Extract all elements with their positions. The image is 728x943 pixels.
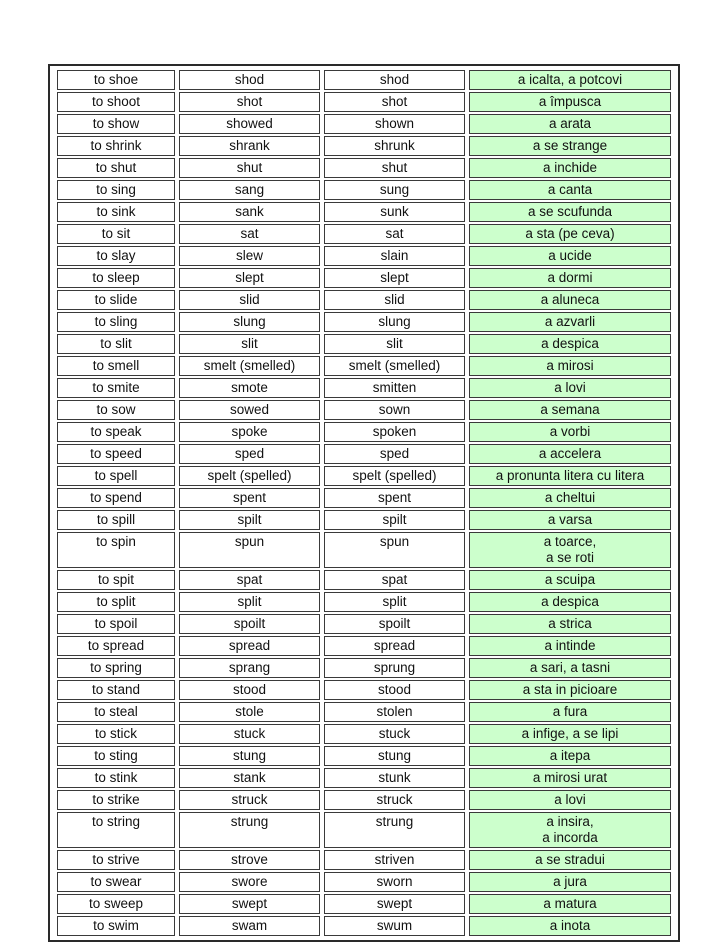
past-simple-cell: struck	[179, 790, 320, 810]
table-row	[57, 916, 671, 936]
infinitive-cell: to sow	[57, 400, 175, 420]
past-simple-cell: shod	[179, 70, 320, 90]
past-simple-cell: stank	[179, 768, 320, 788]
verb-table-body	[57, 70, 671, 936]
past-simple-cell: split	[179, 592, 320, 612]
past-simple-cell: swept	[179, 894, 320, 914]
table-row	[57, 356, 671, 376]
infinitive-cell: to slit	[57, 334, 175, 354]
translation-cell: a strica	[469, 614, 671, 634]
table-row	[57, 334, 671, 354]
past-simple-cell: strung	[179, 812, 320, 848]
past-participle-cell: spilt	[324, 510, 465, 530]
translation-cell: a sari, a tasni	[469, 658, 671, 678]
table-row	[57, 532, 671, 568]
past-simple-cell: sprang	[179, 658, 320, 678]
table-row	[57, 114, 671, 134]
past-participle-cell: shown	[324, 114, 465, 134]
past-participle-cell: spread	[324, 636, 465, 656]
table-row	[57, 136, 671, 156]
past-participle-cell: sprung	[324, 658, 465, 678]
past-simple-cell: showed	[179, 114, 320, 134]
table-row	[57, 378, 671, 398]
translation-cell: a împusca	[469, 92, 671, 112]
past-participle-cell: stung	[324, 746, 465, 766]
past-participle-cell: smelt (smelled)	[324, 356, 465, 376]
table-row	[57, 466, 671, 486]
table-row	[57, 70, 671, 90]
table-row	[57, 444, 671, 464]
table-row	[57, 268, 671, 288]
infinitive-cell: to steal	[57, 702, 175, 722]
past-participle-cell: slain	[324, 246, 465, 266]
table-row	[57, 894, 671, 914]
translation-cell: a pronunta litera cu litera	[469, 466, 671, 486]
past-simple-cell: sowed	[179, 400, 320, 420]
verb-table-page	[48, 64, 680, 942]
translation-cell: a intinde	[469, 636, 671, 656]
past-participle-cell: sat	[324, 224, 465, 244]
infinitive-cell: to swim	[57, 916, 175, 936]
infinitive-cell: to sink	[57, 202, 175, 222]
past-simple-cell: spun	[179, 532, 320, 568]
past-participle-cell: spat	[324, 570, 465, 590]
past-participle-cell: sped	[324, 444, 465, 464]
irregular-verbs-table	[53, 68, 675, 938]
translation-cell: a despica	[469, 592, 671, 612]
infinitive-cell: to sting	[57, 746, 175, 766]
translation-cell: a icalta, a potcovi	[469, 70, 671, 90]
table-row	[57, 768, 671, 788]
past-simple-cell: sped	[179, 444, 320, 464]
past-participle-cell: smitten	[324, 378, 465, 398]
past-participle-cell: slung	[324, 312, 465, 332]
past-simple-cell: swore	[179, 872, 320, 892]
table-row	[57, 400, 671, 420]
infinitive-cell: to spring	[57, 658, 175, 678]
translation-cell: a ucide	[469, 246, 671, 266]
infinitive-cell: to spoil	[57, 614, 175, 634]
past-simple-cell: sat	[179, 224, 320, 244]
infinitive-cell: to stand	[57, 680, 175, 700]
past-participle-cell: spelt (spelled)	[324, 466, 465, 486]
translation-cell: a insira, a incorda	[469, 812, 671, 848]
translation-cell: a varsa	[469, 510, 671, 530]
table-row	[57, 488, 671, 508]
table-row	[57, 290, 671, 310]
past-simple-cell: slept	[179, 268, 320, 288]
infinitive-cell: to spell	[57, 466, 175, 486]
infinitive-cell: to speed	[57, 444, 175, 464]
infinitive-cell: to spin	[57, 532, 175, 568]
table-row	[57, 224, 671, 244]
translation-cell: a se stradui	[469, 850, 671, 870]
past-participle-cell: stood	[324, 680, 465, 700]
translation-cell: a sta in picioare	[469, 680, 671, 700]
translation-cell: a semana	[469, 400, 671, 420]
translation-cell: a fura	[469, 702, 671, 722]
table-row	[57, 850, 671, 870]
past-simple-cell: spelt (spelled)	[179, 466, 320, 486]
past-participle-cell: shot	[324, 92, 465, 112]
infinitive-cell: to smell	[57, 356, 175, 376]
past-simple-cell: spilt	[179, 510, 320, 530]
past-participle-cell: spoken	[324, 422, 465, 442]
past-participle-cell: slit	[324, 334, 465, 354]
infinitive-cell: to slay	[57, 246, 175, 266]
infinitive-cell: to sing	[57, 180, 175, 200]
translation-cell: a se strange	[469, 136, 671, 156]
translation-cell: a accelera	[469, 444, 671, 464]
infinitive-cell: to show	[57, 114, 175, 134]
past-simple-cell: spread	[179, 636, 320, 656]
past-simple-cell: spoke	[179, 422, 320, 442]
past-participle-cell: shrunk	[324, 136, 465, 156]
infinitive-cell: to spend	[57, 488, 175, 508]
table-row	[57, 180, 671, 200]
past-participle-cell: spoilt	[324, 614, 465, 634]
translation-cell: a matura	[469, 894, 671, 914]
translation-cell: a se scufunda	[469, 202, 671, 222]
past-simple-cell: stuck	[179, 724, 320, 744]
infinitive-cell: to sweep	[57, 894, 175, 914]
past-simple-cell: slew	[179, 246, 320, 266]
translation-cell: a sta (pe ceva)	[469, 224, 671, 244]
table-row	[57, 790, 671, 810]
infinitive-cell: to slide	[57, 290, 175, 310]
past-participle-cell: striven	[324, 850, 465, 870]
infinitive-cell: to speak	[57, 422, 175, 442]
past-participle-cell: shut	[324, 158, 465, 178]
past-participle-cell: strung	[324, 812, 465, 848]
translation-cell: a mirosi urat	[469, 768, 671, 788]
past-participle-cell: spun	[324, 532, 465, 568]
infinitive-cell: to strike	[57, 790, 175, 810]
infinitive-cell: to swear	[57, 872, 175, 892]
past-participle-cell: swum	[324, 916, 465, 936]
infinitive-cell: to spit	[57, 570, 175, 590]
translation-cell: a scuipa	[469, 570, 671, 590]
infinitive-cell: to sit	[57, 224, 175, 244]
past-simple-cell: stung	[179, 746, 320, 766]
translation-cell: a itepa	[469, 746, 671, 766]
table-row	[57, 158, 671, 178]
past-simple-cell: swam	[179, 916, 320, 936]
translation-cell: a azvarli	[469, 312, 671, 332]
past-participle-cell: spent	[324, 488, 465, 508]
infinitive-cell: to shrink	[57, 136, 175, 156]
past-simple-cell: stood	[179, 680, 320, 700]
infinitive-cell: to shoe	[57, 70, 175, 90]
past-simple-cell: slid	[179, 290, 320, 310]
translation-cell: a canta	[469, 180, 671, 200]
table-row	[57, 570, 671, 590]
past-participle-cell: stuck	[324, 724, 465, 744]
past-participle-cell: struck	[324, 790, 465, 810]
translation-cell: a infige, a se lipi	[469, 724, 671, 744]
translation-cell: a inchide	[469, 158, 671, 178]
past-simple-cell: sank	[179, 202, 320, 222]
past-participle-cell: sung	[324, 180, 465, 200]
past-participle-cell: sunk	[324, 202, 465, 222]
past-participle-cell: sworn	[324, 872, 465, 892]
translation-cell: a despica	[469, 334, 671, 354]
table-row	[57, 724, 671, 744]
past-simple-cell: spat	[179, 570, 320, 590]
infinitive-cell: to split	[57, 592, 175, 612]
past-participle-cell: slid	[324, 290, 465, 310]
table-row	[57, 592, 671, 612]
past-simple-cell: shrank	[179, 136, 320, 156]
translation-cell: a aluneca	[469, 290, 671, 310]
past-participle-cell: slept	[324, 268, 465, 288]
past-simple-cell: slit	[179, 334, 320, 354]
past-simple-cell: stole	[179, 702, 320, 722]
table-row	[57, 746, 671, 766]
translation-cell: a lovi	[469, 378, 671, 398]
infinitive-cell: to sleep	[57, 268, 175, 288]
table-row	[57, 658, 671, 678]
table-row	[57, 422, 671, 442]
table-row	[57, 614, 671, 634]
infinitive-cell: to shoot	[57, 92, 175, 112]
past-simple-cell: sang	[179, 180, 320, 200]
table-row	[57, 312, 671, 332]
table-row	[57, 636, 671, 656]
table-row	[57, 702, 671, 722]
infinitive-cell: to smite	[57, 378, 175, 398]
translation-cell: a toarce, a se roti	[469, 532, 671, 568]
past-simple-cell: slung	[179, 312, 320, 332]
table-row	[57, 202, 671, 222]
translation-cell: a jura	[469, 872, 671, 892]
past-simple-cell: spent	[179, 488, 320, 508]
past-participle-cell: shod	[324, 70, 465, 90]
past-participle-cell: stolen	[324, 702, 465, 722]
past-participle-cell: swept	[324, 894, 465, 914]
infinitive-cell: to stick	[57, 724, 175, 744]
translation-cell: a cheltui	[469, 488, 671, 508]
translation-cell: a arata	[469, 114, 671, 134]
past-participle-cell: split	[324, 592, 465, 612]
translation-cell: a inota	[469, 916, 671, 936]
past-simple-cell: spoilt	[179, 614, 320, 634]
infinitive-cell: to sling	[57, 312, 175, 332]
table-row	[57, 246, 671, 266]
infinitive-cell: to shut	[57, 158, 175, 178]
translation-cell: a vorbi	[469, 422, 671, 442]
past-simple-cell: smote	[179, 378, 320, 398]
infinitive-cell: to string	[57, 812, 175, 848]
infinitive-cell: to stink	[57, 768, 175, 788]
table-row	[57, 510, 671, 530]
past-simple-cell: smelt (smelled)	[179, 356, 320, 376]
past-participle-cell: stunk	[324, 768, 465, 788]
table-row	[57, 92, 671, 112]
past-participle-cell: sown	[324, 400, 465, 420]
infinitive-cell: to spill	[57, 510, 175, 530]
past-simple-cell: shot	[179, 92, 320, 112]
translation-cell: a dormi	[469, 268, 671, 288]
table-row	[57, 872, 671, 892]
past-simple-cell: strove	[179, 850, 320, 870]
translation-cell: a mirosi	[469, 356, 671, 376]
table-row	[57, 680, 671, 700]
past-simple-cell: shut	[179, 158, 320, 178]
translation-cell: a lovi	[469, 790, 671, 810]
infinitive-cell: to strive	[57, 850, 175, 870]
infinitive-cell: to spread	[57, 636, 175, 656]
table-row	[57, 812, 671, 848]
